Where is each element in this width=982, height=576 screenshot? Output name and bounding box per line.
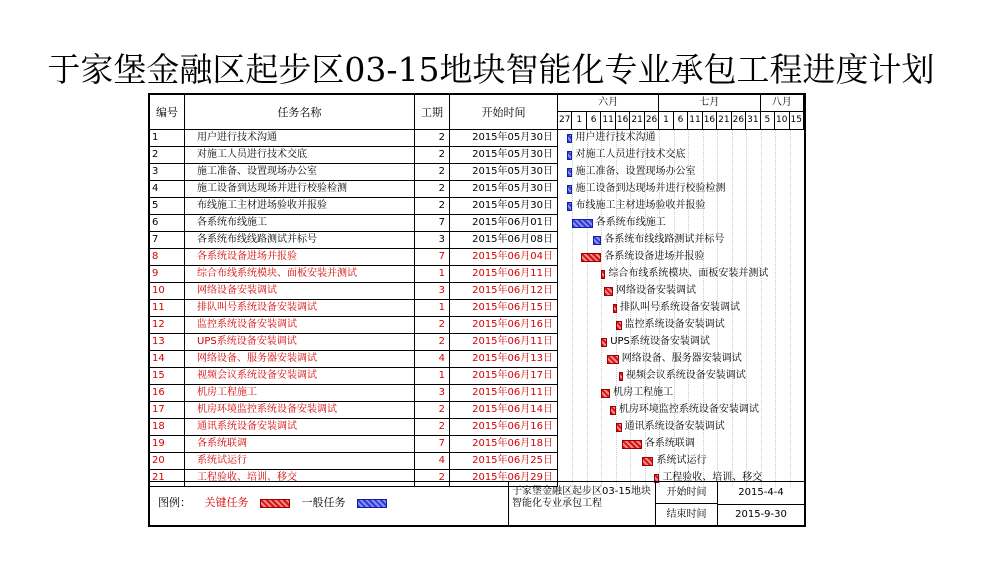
task-name: 施工设备到达现场并进行校验检测 [185, 181, 415, 198]
legend-normal-label: 一般任务 [301, 496, 346, 509]
task-duration: 3 [415, 385, 450, 402]
task-duration: 7 [415, 436, 450, 453]
page-title: 于家堡金融区起步区03-15地块智能化专业承包工程进度计划 [47, 50, 935, 89]
task-name: 机房工程施工 [185, 385, 415, 402]
task-id: 9 [150, 266, 185, 283]
task-start: 2015年06月08日 [450, 232, 558, 249]
task-id: 19 [150, 436, 185, 453]
month-header: 八月 [761, 95, 804, 112]
task-start: 2015年06月11日 [450, 385, 558, 402]
task-duration: 2 [415, 470, 450, 487]
day-header: 16 [703, 112, 717, 130]
day-header: 21 [630, 112, 644, 130]
task-bar-label: 布线施工主材进场验收并报验 [575, 200, 706, 211]
task-name: 网络设备安装调试 [185, 283, 415, 300]
task-bar-label: 施工设备到达现场并进行校验检测 [575, 183, 726, 194]
task-bar-label: 机房工程施工 [613, 387, 674, 398]
task-duration: 2 [415, 317, 450, 334]
task-start: 2015年06月11日 [450, 334, 558, 351]
task-bar [613, 304, 617, 313]
task-name: 排队叫号系统设备安装调试 [185, 300, 415, 317]
footer [150, 481, 804, 526]
day-header: 27 [558, 112, 572, 130]
task-start: 2015年06月16日 [450, 419, 558, 436]
task-name: 通讯系统设备安装调试 [185, 419, 415, 436]
day-header: 6 [587, 112, 601, 130]
task-duration: 2 [415, 181, 450, 198]
task-duration: 3 [415, 232, 450, 249]
task-id: 5 [150, 198, 185, 215]
task-bar-label: 机房环境监控系统设备安装调试 [618, 404, 759, 415]
task-start: 2015年06月04日 [450, 249, 558, 266]
task-start: 2015年05月30日 [450, 198, 558, 215]
table-row [150, 198, 804, 215]
task-start: 2015年05月30日 [450, 130, 558, 147]
task-duration: 7 [415, 249, 450, 266]
task-id: 18 [150, 419, 185, 436]
task-bar-label: 排队叫号系统设备安装调试 [619, 302, 740, 313]
task-start: 2015年05月30日 [450, 147, 558, 164]
grid-line [572, 130, 573, 487]
grid-line [790, 130, 791, 487]
table-row [150, 283, 804, 300]
day-header: 11 [601, 112, 615, 130]
day-header: 11 [688, 112, 702, 130]
task-bar [601, 338, 607, 347]
task-id: 4 [150, 181, 185, 198]
task-start: 2015年06月16日 [450, 317, 558, 334]
task-bar-label: 对施工人员进行技术交底 [575, 149, 686, 160]
day-header: 26 [645, 112, 659, 130]
task-duration: 2 [415, 334, 450, 351]
task-start: 2015年06月29日 [450, 470, 558, 487]
grid-line [746, 130, 747, 487]
table-row [150, 249, 804, 266]
task-name: 布线施工主材进场验收并报验 [185, 198, 415, 215]
task-name: 各系统布线施工 [185, 215, 415, 232]
task-start: 2015年06月11日 [450, 266, 558, 283]
gantt-chart [148, 93, 806, 527]
task-bar [607, 355, 619, 364]
month-header: 七月 [659, 95, 760, 112]
task-id: 8 [150, 249, 185, 266]
task-start: 2015年06月12日 [450, 283, 558, 300]
task-start: 2015年06月17日 [450, 368, 558, 385]
end-value: 2015-9-30 [735, 509, 787, 520]
task-id: 11 [150, 300, 185, 317]
task-bar [567, 151, 573, 160]
task-bar [567, 185, 573, 194]
task-bar-label: 系统试运行 [656, 455, 707, 466]
task-name: 系统试运行 [185, 453, 415, 470]
task-duration: 2 [415, 402, 450, 419]
table-row [150, 385, 804, 402]
task-name: 视频会议系统设备安装调试 [185, 368, 415, 385]
task-start: 2015年05月30日 [450, 164, 558, 181]
task-name: 施工准备、设置现场办公室 [185, 164, 415, 181]
task-bar [601, 270, 605, 279]
legend-critical-label: 关键任务 [204, 496, 249, 509]
task-start: 2015年05月30日 [450, 181, 558, 198]
task-duration: 1 [415, 300, 450, 317]
header-start: 开始时间 [450, 95, 558, 130]
task-duration: 7 [415, 215, 450, 232]
table-row [150, 164, 804, 181]
task-name: 各系统联调 [185, 436, 415, 453]
task-bar-label: 各系统布线施工 [595, 217, 666, 228]
task-name: 用户进行技术沟通 [185, 130, 415, 147]
day-header: 6 [674, 112, 688, 130]
task-bar-label: 通讯系统设备安装调试 [624, 421, 725, 432]
task-bar-label: 用户进行技术沟通 [575, 132, 656, 143]
task-name: 各系统设备进场并报验 [185, 249, 415, 266]
task-bar [604, 287, 613, 296]
task-id: 15 [150, 368, 185, 385]
month-header: 六月 [558, 95, 659, 112]
day-header: 31 [746, 112, 760, 130]
task-duration: 1 [415, 266, 450, 283]
task-start: 2015年06月18日 [450, 436, 558, 453]
task-duration: 4 [415, 453, 450, 470]
task-duration: 3 [415, 283, 450, 300]
task-name: 各系统布线线路测试并标号 [185, 232, 415, 249]
task-id: 3 [150, 164, 185, 181]
task-duration: 2 [415, 147, 450, 164]
task-id: 17 [150, 402, 185, 419]
task-id: 13 [150, 334, 185, 351]
task-start: 2015年06月14日 [450, 402, 558, 419]
task-name: 工程验收、培训、移交 [185, 470, 415, 487]
task-bar [567, 134, 573, 143]
task-bar [567, 168, 573, 177]
task-bar-label: UPS系统设备安装调试 [610, 336, 710, 347]
table-row [150, 130, 804, 147]
task-bar [616, 321, 622, 330]
header-name: 任务名称 [185, 95, 415, 130]
task-duration: 2 [415, 419, 450, 436]
task-bar-label: 工程验收、培训、移交 [662, 472, 763, 483]
task-start: 2015年06月01日 [450, 215, 558, 232]
task-name: 网络设备、服务器安装调试 [185, 351, 415, 368]
task-bar [581, 253, 601, 262]
task-duration: 4 [415, 351, 450, 368]
task-id: 21 [150, 470, 185, 487]
start-value: 2015-4-4 [718, 482, 804, 505]
task-duration: 1 [415, 368, 450, 385]
grid-line [775, 130, 776, 487]
task-start: 2015年06月15日 [450, 300, 558, 317]
task-bar-label: 网络设备安装调试 [615, 285, 696, 296]
day-header: 21 [717, 112, 731, 130]
end-label: 结束时间 [656, 504, 718, 526]
task-id: 12 [150, 317, 185, 334]
task-bar-label: 各系统布线线路测试并标号 [604, 234, 725, 245]
task-name: 机房环境监控系统设备安装调试 [185, 402, 415, 419]
task-name: 对施工人员进行技术交底 [185, 147, 415, 164]
task-duration: 2 [415, 130, 450, 147]
task-bar [572, 219, 592, 228]
task-id: 20 [150, 453, 185, 470]
task-id: 7 [150, 232, 185, 249]
day-header: 1 [659, 112, 673, 130]
task-bar [642, 457, 654, 466]
project-name: 于家堡金融区起步区03-15地块智能化专业承包工程 [508, 482, 656, 526]
task-id: 6 [150, 215, 185, 232]
task-bar-label: 各系统设备进场并报验 [604, 251, 705, 262]
table-row [150, 147, 804, 164]
task-bar-label: 施工准备、设置现场办公室 [575, 166, 696, 177]
task-id: 1 [150, 130, 185, 147]
task-duration: 2 [415, 198, 450, 215]
task-bar [616, 423, 622, 432]
task-bar [567, 202, 573, 211]
task-duration: 2 [415, 164, 450, 181]
table-row [150, 215, 804, 232]
start-label: 开始时间 [656, 482, 718, 504]
task-start: 2015年06月13日 [450, 351, 558, 368]
task-start: 2015年06月25日 [450, 453, 558, 470]
task-bar [610, 406, 616, 415]
day-header: 26 [732, 112, 746, 130]
task-name: 综合布线系统模块、面板安装并测试 [185, 266, 415, 283]
table-row [150, 436, 804, 453]
task-id: 10 [150, 283, 185, 300]
task-bar-label: 监控系统设备安装调试 [624, 319, 725, 330]
legend-label: 图例： [158, 496, 191, 509]
day-header: 15 [790, 112, 804, 130]
task-bar [622, 440, 642, 449]
task-name: UPS系统设备安装调试 [185, 334, 415, 351]
task-bar [593, 236, 602, 245]
legend-normal-swatch [357, 499, 387, 508]
legend-critical-swatch [260, 499, 290, 508]
legend [158, 494, 395, 510]
grid-line [761, 130, 762, 487]
task-id: 2 [150, 147, 185, 164]
task-bar-label: 各系统联调 [644, 438, 695, 449]
task-id: 14 [150, 351, 185, 368]
task-bar-label: 综合布线系统模块、面板安装并测试 [608, 268, 769, 279]
day-header: 5 [761, 112, 775, 130]
task-bar [619, 372, 623, 381]
task-bar [601, 389, 610, 398]
task-bar-label: 视频会议系统设备安装调试 [625, 370, 746, 381]
task-bar-label: 网络设备、服务器安装调试 [621, 353, 742, 364]
task-name: 监控系统设备安装调试 [185, 317, 415, 334]
day-header: 16 [616, 112, 630, 130]
day-header: 1 [572, 112, 586, 130]
task-id: 16 [150, 385, 185, 402]
header-id: 编号 [150, 95, 185, 130]
header-duration: 工期 [415, 95, 450, 130]
day-header: 10 [775, 112, 789, 130]
